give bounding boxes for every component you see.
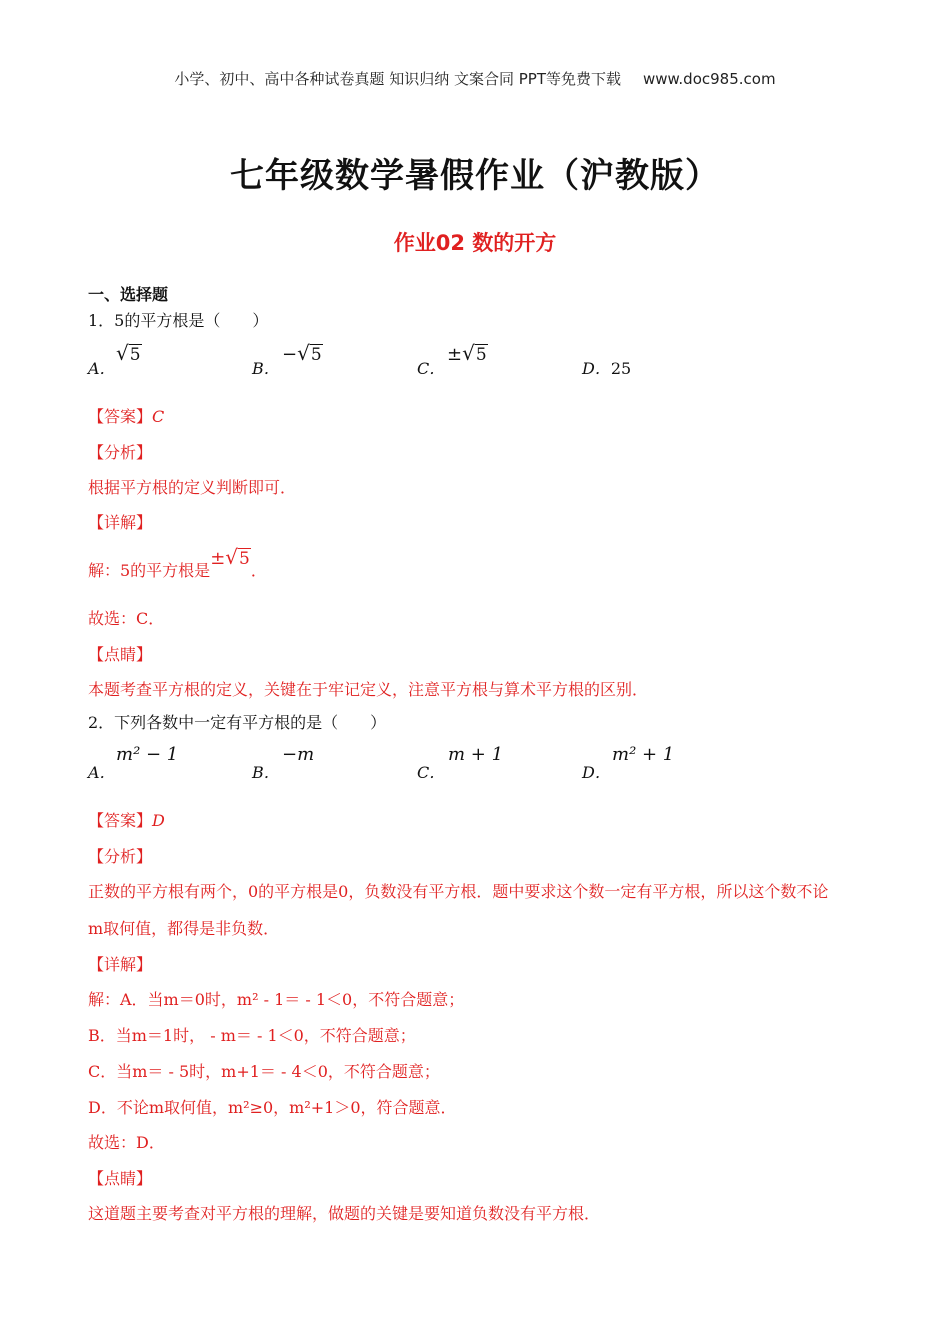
q2-option-d — [582, 760, 611, 783]
q2-detail-d: D．不论m取何值，m²≥0，m²+1＞0，符合题意． — [88, 1098, 457, 1117]
q2-analysis-line1: 正数的平方根有两个，0的平方根是0，负数没有平方根．题中要求这个数一定有平方根，所以这个数不论 — [88, 882, 829, 901]
q2-comment: 这道题主要考查对平方根的理解，做题的关键是要知道负数没有平方根． — [88, 1204, 601, 1223]
q1-answer-tag: 【答案】 — [88, 407, 153, 426]
q1-detail-tag: 【详解】 — [88, 513, 153, 532]
header-site[interactable]: www.doc985.com — [642, 70, 776, 88]
q1-answer — [88, 404, 164, 427]
q1-stem: 1．5的平方根是（ ） — [88, 311, 269, 330]
q1-comment: 本题考查平方根的定义，关键在于牢记定义，注意平方根与算术平方根的区别． — [88, 680, 649, 699]
q2-option-d-value: m² + 1 — [612, 744, 675, 765]
q1-option-d-value: 25 — [610, 359, 632, 378]
q2-choose: 故选：D． — [88, 1133, 165, 1152]
q2-comment-tag: 【点睛】 — [88, 1169, 153, 1188]
q1-detail-math: ±√5 — [210, 545, 250, 569]
q2-detail-tag: 【详解】 — [88, 955, 153, 974]
q2-stem: 2．下列各数中一定有平方根的是（ ） — [88, 713, 387, 732]
q2-option-d-label: D． — [582, 763, 611, 782]
q2-detail-a: 解：A．当m＝0时，m² - 1＝ - 1＜0，不符合题意； — [88, 990, 465, 1009]
q2-analysis-tag: 【分析】 — [88, 847, 153, 866]
q1-choose: 故选：C． — [88, 609, 165, 628]
q1-detail-prefix: 解：5的平方根是 — [88, 561, 211, 580]
q2-option-c-label: C． — [417, 763, 446, 782]
q1-option-d — [582, 356, 631, 379]
q2-option-a — [88, 760, 116, 783]
q1-option-b — [252, 356, 280, 379]
q2-detail-b: B．当m＝1时， - m＝ - 1＜0，不符合题意； — [88, 1026, 416, 1045]
section-heading: 一、选择题 — [88, 285, 169, 304]
q1-option-c-label: C． — [417, 359, 446, 378]
q1-option-c — [417, 356, 445, 379]
q1-option-d-label: D． — [582, 359, 611, 378]
q1-comment-tag: 【点睛】 — [88, 645, 153, 664]
q1-option-a-label: A． — [88, 359, 116, 378]
q2-option-b — [252, 760, 280, 783]
q1-option-c-math: ±√5 — [447, 341, 487, 365]
q1-detail — [88, 545, 267, 581]
page-header — [0, 68, 950, 89]
q2-option-b-label: B． — [252, 763, 280, 782]
q2-option-b-value: −m — [282, 744, 315, 765]
q1-option-a-math: √5 — [116, 341, 141, 365]
q2-option-a-value: m² − 1 — [116, 744, 179, 765]
q2-option-c-value: m + 1 — [448, 744, 504, 765]
q2-option-a-label: A． — [88, 763, 116, 782]
q1-option-b-math: −√5 — [282, 341, 322, 365]
q1-option-a — [88, 356, 116, 379]
q1-detail-suffix: ． — [250, 561, 267, 580]
page-title: 七年级数学暑假作业（沪教版） — [230, 156, 720, 196]
page-subtitle: 作业02 数的开方 — [393, 231, 557, 255]
q2-answer-value: D — [152, 811, 165, 830]
q2-option-c — [417, 760, 445, 783]
header-text: 小学、初中、高中各种试卷真题 知识归纳 文案合同 PPT等免费下载 — [174, 70, 621, 88]
q2-detail-c: C．当m＝ - 5时，m+1＝ - 4＜0，不符合题意； — [88, 1062, 440, 1081]
q2-analysis-line2: m取何值，都得是非负数． — [88, 919, 280, 938]
q1-analysis: 根据平方根的定义判断即可． — [88, 478, 297, 497]
q1-option-b-label: B． — [252, 359, 280, 378]
q2-answer-tag: 【答案】 — [88, 811, 153, 830]
q2-answer — [88, 808, 165, 831]
q1-analysis-tag: 【分析】 — [88, 443, 153, 462]
q1-answer-value: C — [152, 407, 165, 426]
